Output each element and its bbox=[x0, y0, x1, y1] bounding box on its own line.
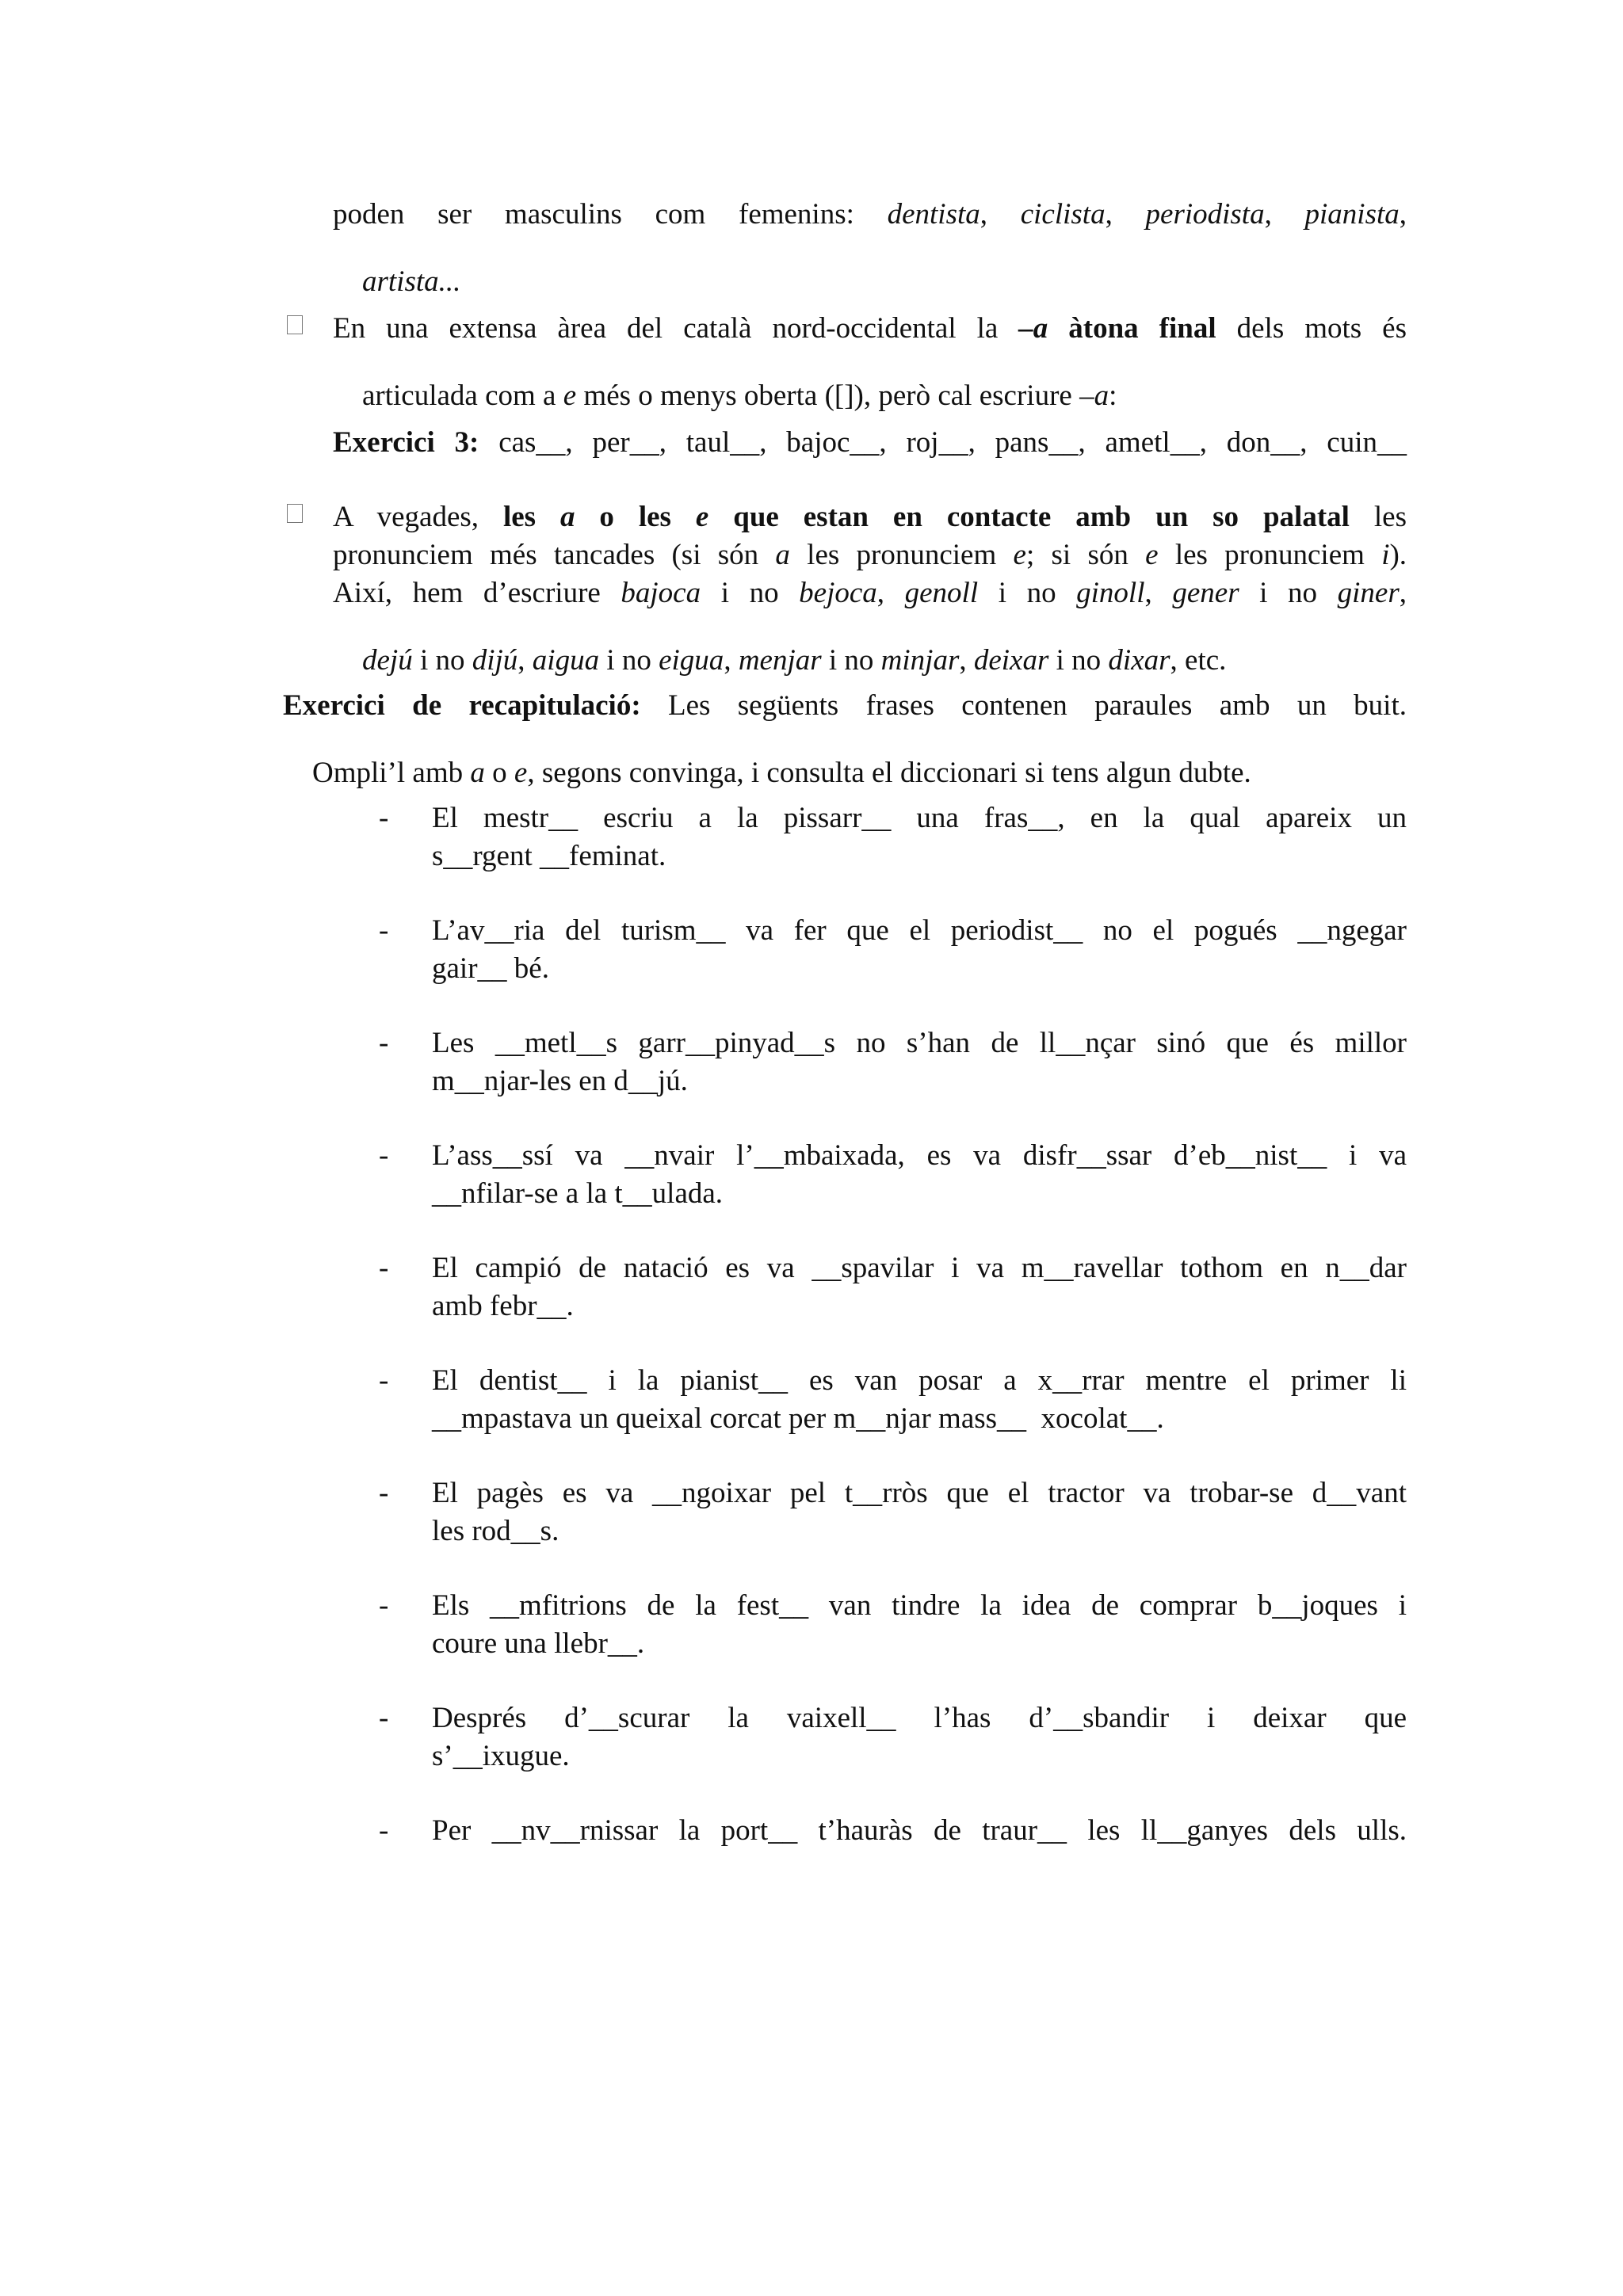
exercise-3-label: Exercici 3: bbox=[333, 426, 479, 459]
exercise-item-line: El pagès es va __ngoixar pel t__rròs que el tractor va trobar-se d__vant bbox=[432, 1477, 1407, 1509]
text: ; si són bbox=[1025, 539, 1146, 571]
exercise-item-line: __nfilar-se a la t__ulada. bbox=[432, 1177, 724, 1210]
text: i no bbox=[701, 577, 800, 609]
recap-label: Exercici de recapitulació: bbox=[283, 689, 641, 722]
text: les bbox=[502, 501, 560, 533]
example-word: artista... bbox=[362, 265, 461, 298]
text: En una extensa àrea del català nord-occidental la bbox=[333, 312, 1019, 345]
exercise-item-line: El dentist__ i la pianist__ es van posar a x__rrar mentre el primer li bbox=[432, 1364, 1407, 1397]
exercise-item-line: L’ass__ssí va __nvair l’__mbaixada, es va disfr__ssar d’eb__nist__ i va bbox=[432, 1139, 1407, 1172]
text: , bbox=[959, 644, 974, 677]
text: àtona final bbox=[1048, 312, 1216, 345]
list-dash: - bbox=[379, 1814, 389, 1847]
text: A vegades, bbox=[333, 501, 503, 533]
text: giner bbox=[1337, 577, 1400, 609]
exercise-item-line: Per __nv__rnissar la port__ t’hauràs de traur__ les ll__ganyes dels ulls. bbox=[432, 1814, 1407, 1847]
bullet1-line-1 bbox=[333, 314, 1407, 343]
text: i no bbox=[412, 644, 472, 677]
text: genoll bbox=[904, 577, 979, 609]
text: , bbox=[724, 644, 739, 677]
text: Les següents frases contenen paraules amb un buit. bbox=[640, 689, 1407, 722]
text: o bbox=[484, 757, 514, 789]
text: e bbox=[563, 379, 577, 412]
list-dash: - bbox=[379, 1477, 389, 1509]
bullet-icon bbox=[287, 315, 303, 334]
text: , segons convinga, i consulta el diccionari si tens algun dubte. bbox=[527, 757, 1251, 789]
text: a bbox=[775, 539, 790, 571]
exercise-3-text: cas__, per__, taul__, bajoc__, roj__, pans__, ametl__, don__, cuin__ bbox=[479, 426, 1407, 459]
text: més o menys oberta ([]), però cal escriure bbox=[576, 379, 1080, 412]
intro-line-1 bbox=[333, 200, 1407, 229]
list-dash: - bbox=[379, 1252, 389, 1284]
text: i bbox=[1381, 539, 1390, 571]
exercise-item-line: gair__ bé. bbox=[432, 952, 549, 985]
text: i no bbox=[599, 644, 659, 677]
text: o les bbox=[575, 501, 696, 533]
bullet2-line-1 bbox=[333, 502, 1407, 532]
exercise-item-line: __mpastava un queixal corcat per m__njar mass__ xocolat__. bbox=[432, 1402, 1164, 1435]
exercise-item-line: El campió de natació es va __spavilar i va m__ravellar tothom en n__dar bbox=[432, 1252, 1407, 1284]
exercise-item-line: coure una llebr__. bbox=[432, 1627, 645, 1660]
list-dash: - bbox=[379, 1139, 389, 1172]
separator: , bbox=[1105, 198, 1146, 231]
text: i no bbox=[1048, 644, 1109, 677]
text: , bbox=[1144, 577, 1173, 609]
text: deixar bbox=[973, 644, 1049, 677]
text: dels mots és bbox=[1216, 312, 1407, 345]
bullet2-line-2 bbox=[333, 540, 1407, 570]
text: articulada com a bbox=[362, 379, 563, 412]
exercise-item-line: L’av__ria del turism__ va fer que el periodist__ no el pogués __ngegar bbox=[432, 914, 1407, 947]
text: dijú bbox=[472, 644, 518, 677]
text: Així, hem d’escriure bbox=[333, 577, 621, 609]
exercise-item-line: m__njar-les en d__jú. bbox=[432, 1065, 688, 1097]
text: eigua bbox=[659, 644, 724, 677]
text: ). bbox=[1389, 539, 1407, 571]
text: , bbox=[876, 577, 905, 609]
text: ginoll bbox=[1076, 577, 1145, 609]
text: i no bbox=[821, 644, 881, 677]
exercise-3 bbox=[333, 428, 1407, 457]
text: , bbox=[1399, 577, 1407, 609]
bullet2-line-3 bbox=[333, 578, 1407, 608]
text: dixar bbox=[1108, 644, 1170, 677]
separator: , bbox=[1399, 198, 1407, 231]
recap-line-1 bbox=[283, 691, 1407, 720]
exercise-item-line: Després d’__scurar la vaixell__ l’has d’__sbandir i deixar que bbox=[432, 1702, 1407, 1734]
list-dash: - bbox=[379, 1364, 389, 1397]
list-dash: - bbox=[379, 914, 389, 947]
text: minjar bbox=[880, 644, 960, 677]
list-dash: - bbox=[379, 1027, 389, 1059]
example-word: ciclista bbox=[1020, 198, 1106, 231]
text: , etc. bbox=[1170, 644, 1227, 677]
text: a bbox=[470, 757, 485, 789]
exercise-item-line: s__rgent __feminat. bbox=[432, 840, 666, 872]
text: menjar bbox=[738, 644, 822, 677]
separator: , bbox=[980, 198, 1021, 231]
text: Ompli’l amb bbox=[312, 757, 471, 789]
text: e bbox=[1145, 539, 1159, 571]
text: les pronunciem bbox=[1158, 539, 1382, 571]
text: , bbox=[517, 644, 533, 677]
text: dejú bbox=[362, 644, 413, 677]
list-dash: - bbox=[379, 1702, 389, 1734]
exercise-item-line: Les __metl__s garr__pinyad__s no s’han de ll__nçar sinó que és millor bbox=[432, 1027, 1407, 1059]
example-word: pianista bbox=[1304, 198, 1400, 231]
text: gener bbox=[1172, 577, 1239, 609]
text: : bbox=[1109, 379, 1117, 412]
text: a bbox=[559, 501, 575, 533]
text: pronunciem més tancades (si són bbox=[333, 539, 776, 571]
text: i no bbox=[978, 577, 1077, 609]
text: les bbox=[1349, 501, 1407, 533]
text: –a bbox=[1079, 379, 1109, 412]
text: –a bbox=[1018, 312, 1048, 345]
text: les pronunciem bbox=[789, 539, 1014, 571]
text: i no bbox=[1239, 577, 1338, 609]
exercise-item-line: amb febr__. bbox=[432, 1290, 574, 1322]
text: aigua bbox=[532, 644, 600, 677]
separator: , bbox=[1264, 198, 1305, 231]
text: e bbox=[695, 501, 709, 533]
list-dash: - bbox=[379, 1589, 389, 1622]
example-word: dentista bbox=[887, 198, 980, 231]
text: e bbox=[1013, 539, 1026, 571]
exercise-item-line: Els __mfitrions de la fest__ van tindre la idea de comprar b__joques i bbox=[432, 1589, 1407, 1622]
intro-text: poden ser masculins com femenins: bbox=[333, 198, 888, 231]
bullet-icon bbox=[287, 504, 303, 523]
list-dash: - bbox=[379, 802, 389, 834]
text: bajoca bbox=[621, 577, 701, 609]
text: que estan en contacte amb un so palatal bbox=[708, 501, 1350, 533]
exercise-item-line: les rod__s. bbox=[432, 1515, 559, 1547]
example-word: periodista bbox=[1145, 198, 1265, 231]
text: bejoca bbox=[799, 577, 877, 609]
exercise-item-line: El mestr__ escriu a la pissarr__ una fras__, en la qual apareix un bbox=[432, 802, 1407, 834]
text: e bbox=[514, 757, 528, 789]
exercise-item-line: s’__ixugue. bbox=[432, 1740, 570, 1772]
